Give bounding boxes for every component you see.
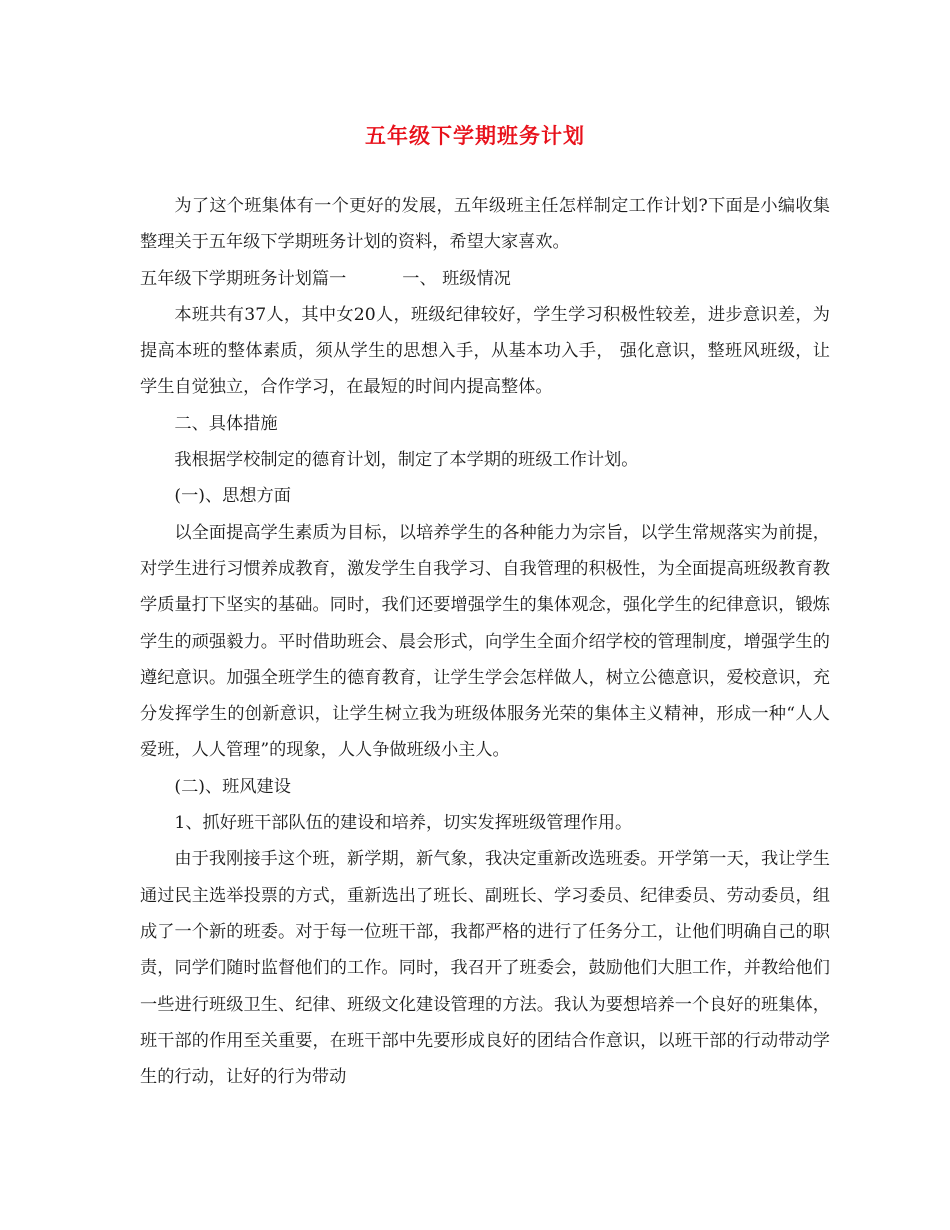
class-situation-paragraph: 本班共有37人，其中女20人，班级纪律较好，学生学习积极性较差，进步意识差，为提高本班的整体素质，须从学生的思想入手，从基本功入手， 强化意识，整班风班级，让学生自觉独立，合作学习，在最短的时间内提高整体。 (140, 304, 830, 398)
section-heading-measures: 二、具体措施 (174, 413, 278, 434)
section-heading-class-situation: 一、 班级情况 (402, 268, 511, 289)
subheading-class-style: (二)、班风建设 (174, 776, 291, 797)
article-part-label: 五年级下学期班务计划篇一 (140, 268, 347, 289)
cadre-item-heading: 1、抓好班干部队伍的建设和培养，切实发挥班级管理作用。 (174, 813, 633, 834)
intro-paragraph: 为了这个班集体有一个更好的发展，五年级班主任怎样制定工作计划?下面是小编收集整理关于五年级下学期班务计划的资料，希望大家喜欢。 (140, 196, 830, 253)
ideology-paragraph: 以全面提高学生素质为目标，以培养学生的各种能力为宗旨，以学生常规落实为前提，对学生进行习惯养成教育，激发学生自我学习、自我管理的积极性，为全面提高班级教育教学质量打下坚实的基础。同时，我们还要增强学生的集体观念，强化学生的纪律意识，锻炼学生的顽强毅力。平时借助班会、晨会形式，向学生全面介绍学校的管理制度，增强学生的遵纪意识。加强全班学生的德育教育，让学生学会怎样做人，树立公德意识，爱校意识，充分发挥学生的创新意识，让学生树立我为班级体服务光荣的集体主义精神，形成一种“人人爱班，人人管理”的现象，人人争做班级小主人。 (140, 522, 830, 761)
section-heading-line (140, 261, 830, 297)
subheading-ideology: (一)、思想方面 (174, 486, 291, 507)
document-title: 五年级下学期班务计划 (365, 123, 585, 148)
document-body (140, 188, 830, 1095)
cadre-paragraph: 由于我刚接手这个班，新学期，新气象，我决定重新改选班委。开学第一天，我让学生通过民主选举投票的方式，重新选出了班长、副班长、学习委员、纪律委员、劳动委员，组成了一个新的班委。对于每一位班干部，我都严格的进行了任务分工，让他们明确自己的职责，同学们随时监督他们的工作。同时，我召开了班委会，鼓励他们大胆工作，并教给他们一些进行班级卫生、纪律、班级文化建设管理的方法。我认为要想培养一个良好的班集体，班干部的作用至关重要，在班干部中先要形成良好的团结合作意识，以班干部的行动带动学生的行动，让好的行为带动 (140, 849, 830, 1088)
plan-intro-paragraph: 我根据学校制定的德育计划，制定了本学期的班级工作计划。 (174, 450, 639, 471)
